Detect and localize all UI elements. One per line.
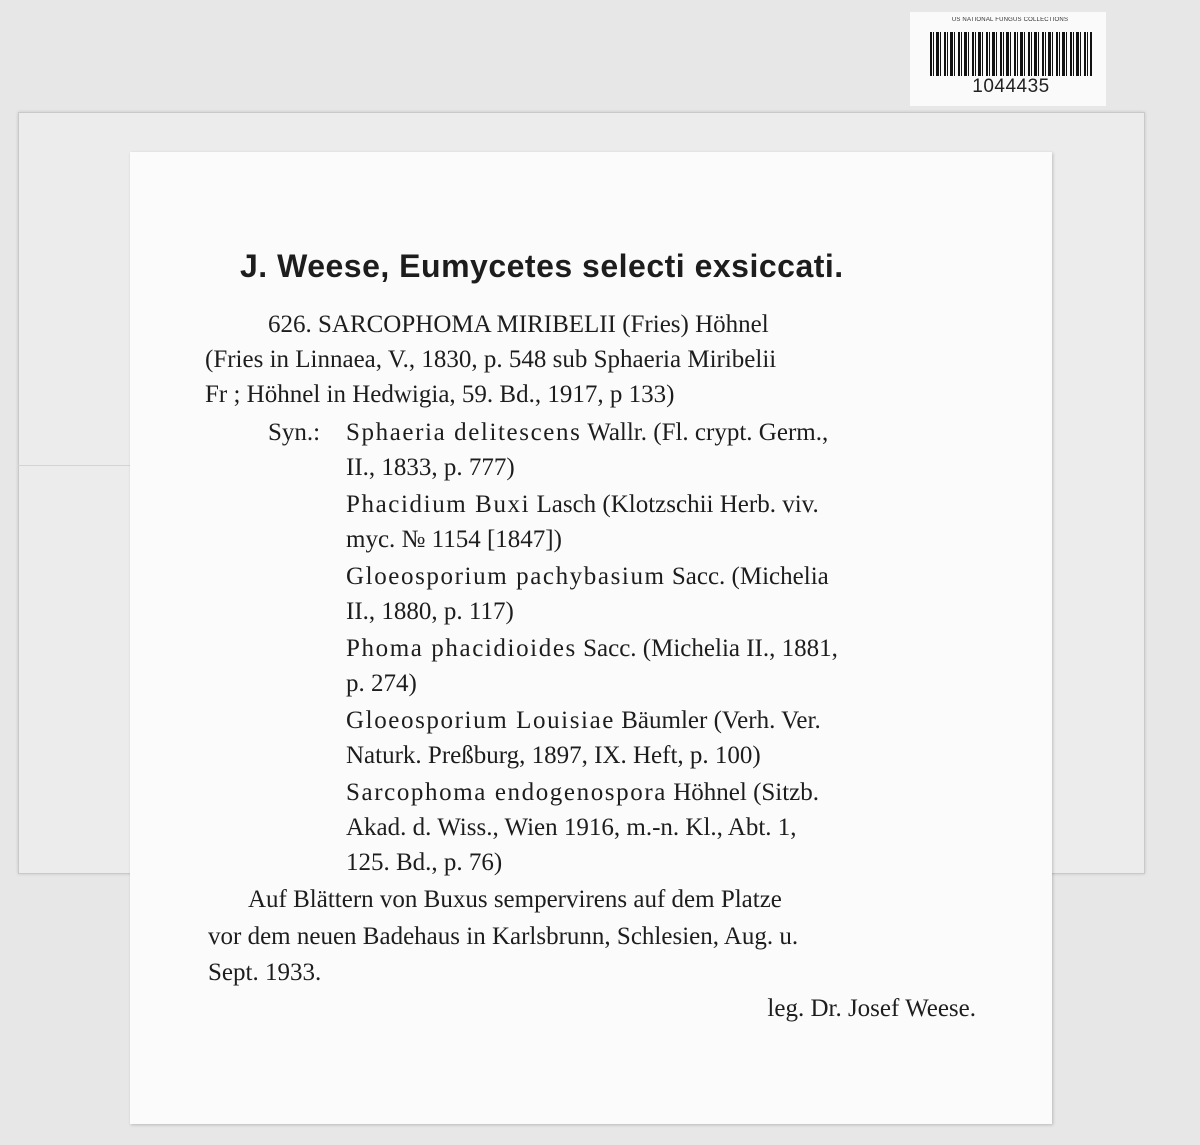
synonym-reference: Sacc. (Michelia II., 1881,	[583, 635, 838, 662]
synonym-reference-cont: p. 274)	[346, 670, 417, 697]
locality-line-2: vor dem neuen Badehaus in Karlsbrunn, Schlesien, Aug. u.	[208, 923, 799, 950]
synonym-name: Phoma phacidioides	[346, 635, 577, 662]
synonym-reference-cont: 125. Bd., p. 76)	[346, 849, 503, 876]
synonym-name: Sphaeria delitescens	[346, 419, 582, 446]
synonym-name: Gloeosporium pachybasium	[346, 563, 666, 590]
collector-line: leg. Dr. Josef Weese.	[767, 995, 976, 1022]
synonym-entry	[346, 490, 819, 520]
synonym-reference-cont: Naturk. Preßburg, 1897, IX. Heft, p. 100)	[346, 742, 761, 769]
synonym-reference: Wallr. (Fl. crypt. Germ.,	[587, 419, 829, 446]
citation-line-2: Fr ; Höhnel in Hedwigia, 59. Bd., 1917, p 133)	[205, 381, 675, 408]
synonym-reference-cont: myc. № 1154 [1847])	[346, 526, 562, 553]
packet-fold-line	[18, 465, 130, 466]
synonym-reference: Bäumler (Verh. Ver.	[621, 707, 821, 734]
synonym-entry	[346, 634, 838, 664]
synonym-entry	[346, 562, 829, 592]
synonym-entry	[346, 706, 821, 736]
synonym-name: Phacidium Buxi	[346, 491, 531, 518]
synonym-prefix: Syn.:	[268, 419, 321, 446]
synonym-entry	[346, 778, 819, 808]
label-title: J. Weese, Eumycetes selecti exsiccati.	[240, 248, 844, 284]
barcode-bars	[930, 32, 1092, 76]
synonym-reference: Höhnel (Sitzb.	[673, 779, 820, 806]
citation-line-1: (Fries in Linnaea, V., 1830, p. 548 sub Sphaeria Miribelii	[205, 346, 777, 373]
synonym-reference: Lasch (Klotzschii Herb. viv.	[536, 491, 819, 518]
locality-line-3: Sept. 1933.	[208, 959, 322, 986]
barcode-number: 1044435	[972, 76, 1050, 97]
synonym-reference-cont: II., 1880, p. 117)	[346, 598, 514, 625]
barcode-header: US NATIONAL FUNGUS COLLECTIONS	[951, 17, 1069, 23]
synonym-entry	[346, 418, 828, 448]
locality-line-1: Auf Blättern von Buxus sempervirens auf dem Platze	[248, 886, 782, 913]
synonym-reference-cont: II., 1833, p. 777)	[346, 454, 515, 481]
barcode-label	[910, 12, 1106, 106]
synonym-name: Sarcophoma endogenospora	[346, 779, 667, 806]
synonym-name: Gloeosporium Louisiae	[346, 707, 615, 734]
synonym-reference: Sacc. (Michelia	[671, 563, 829, 590]
species-line: 626. SARCOPHOMA MIRIBELII (Fries) Höhnel	[268, 311, 769, 338]
synonym-reference-cont: Akad. d. Wiss., Wien 1916, m.-n. Kl., Abt. 1,	[346, 814, 797, 841]
